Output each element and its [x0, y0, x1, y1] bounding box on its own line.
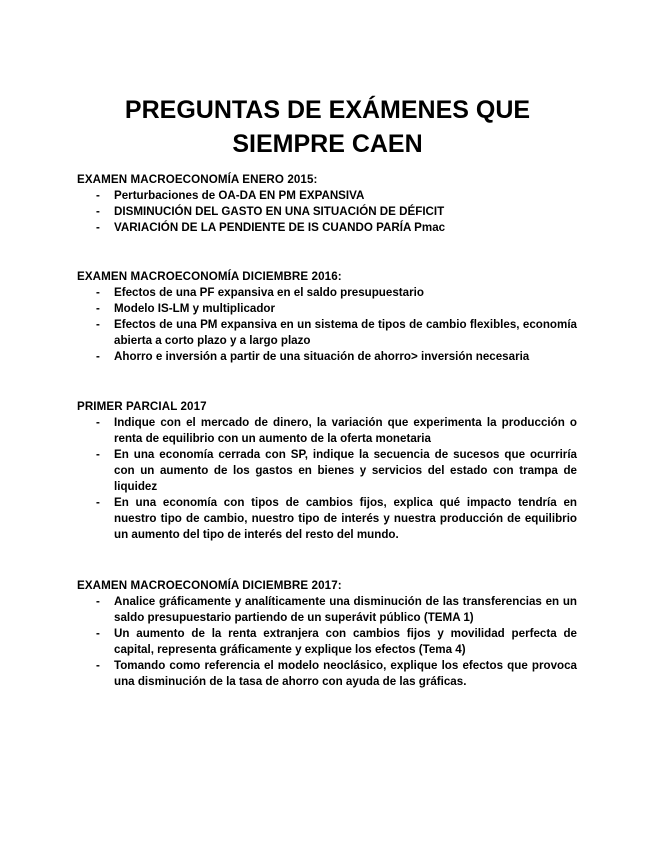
- question-item: [77, 658, 577, 690]
- exam-section-diciembre-2016: [77, 269, 577, 365]
- question-item: [77, 415, 577, 447]
- question-list: [77, 415, 577, 543]
- question-item: [77, 204, 577, 220]
- question-text: Perturbaciones de OA-DA EN PM EXPANSIVA: [114, 189, 365, 202]
- question-text: Efectos de una PM expansiva en un sistema de tipos de cambio flexibles, economía abierta a corto plazo y a largo plazo: [114, 318, 577, 347]
- bullet-dash: -: [96, 318, 100, 331]
- exam-section-diciembre-2017: [77, 578, 577, 690]
- section-heading: EXAMEN MACROECONOMÍA DICIEMBRE 2017:: [77, 579, 342, 592]
- question-text: DISMINUCIÓN DEL GASTO EN UNA SITUACIÓN DE DÉFICIT: [114, 205, 445, 218]
- page-title-line-2: SIEMPRE CAEN: [232, 129, 423, 158]
- bullet-dash: -: [96, 205, 100, 218]
- question-list: [77, 285, 577, 365]
- question-text: Modelo IS-LM y multiplicador: [114, 302, 276, 315]
- question-item: [77, 188, 577, 204]
- exam-section-primer-parcial-2017: [77, 399, 577, 543]
- bullet-dash: -: [96, 189, 100, 202]
- question-text: Ahorro e inversión a partir de una situación de ahorro> inversión necesaria: [114, 350, 530, 363]
- page-title: [60, 93, 595, 161]
- bullet-dash: -: [96, 659, 100, 672]
- section-heading: PRIMER PARCIAL 2017: [77, 400, 207, 413]
- question-item: [77, 495, 577, 543]
- question-text: En una economía cerrada con SP, indique la secuencia de sucesos que ocurriría con un aumento de los gastos en bienes y servicios del estado con trampa de liquidez: [114, 448, 577, 493]
- page-title-line-1: PREGUNTAS DE EXÁMENES QUE: [124, 95, 531, 124]
- question-item: [77, 594, 577, 626]
- question-list: [77, 594, 577, 690]
- question-item: [77, 447, 577, 495]
- exam-section-enero-2015: [77, 172, 577, 236]
- question-list: [77, 188, 577, 236]
- bullet-dash: -: [96, 350, 100, 363]
- question-item: [77, 220, 577, 236]
- question-text: Un aumento de la renta extranjera con cambios fijos y movilidad perfecta de capital, representa gráficamente y explique los efectos (Tema 4): [114, 627, 577, 656]
- section-heading: EXAMEN MACROECONOMÍA DICIEMBRE 2016:: [77, 270, 342, 283]
- bullet-dash: -: [96, 496, 100, 509]
- question-text: Analice gráficamente y analíticamente una disminución de las transferencias en un saldo presupuestario partiendo de un superávit público (TEMA 1): [114, 595, 577, 624]
- question-item: [77, 301, 577, 317]
- bullet-dash: -: [96, 448, 100, 461]
- question-item: [77, 317, 577, 349]
- bullet-dash: -: [96, 595, 100, 608]
- bullet-dash: -: [96, 302, 100, 315]
- question-text: Tomando como referencia el modelo neoclásico, explique los efectos que provoca una disminución de la tasa de ahorro con ayuda de las gráficas.: [114, 659, 577, 688]
- bullet-dash: -: [96, 627, 100, 640]
- question-item: [77, 349, 577, 365]
- question-text: Indique con el mercado de dinero, la variación que experimenta la producción o renta de equilibrio con un aumento de la oferta monetaria: [114, 416, 577, 445]
- question-text: VARIACIÓN DE LA PENDIENTE DE IS CUANDO PARÍA Pmac: [114, 221, 446, 234]
- section-heading: EXAMEN MACROECONOMÍA ENERO 2015:: [77, 173, 318, 186]
- bullet-dash: -: [96, 416, 100, 429]
- question-item: [77, 285, 577, 301]
- bullet-dash: -: [96, 286, 100, 299]
- question-text: En una economía con tipos de cambios fijos, explica qué impacto tendría en nuestro tipo de cambio, nuestro tipo de interés y nuestra producción de equilibrio un aumento del tipo de interés del resto del mundo.: [114, 496, 577, 541]
- question-text: Efectos de una PF expansiva en el saldo presupuestario: [114, 286, 424, 299]
- question-item: [77, 626, 577, 658]
- bullet-dash: -: [96, 221, 100, 234]
